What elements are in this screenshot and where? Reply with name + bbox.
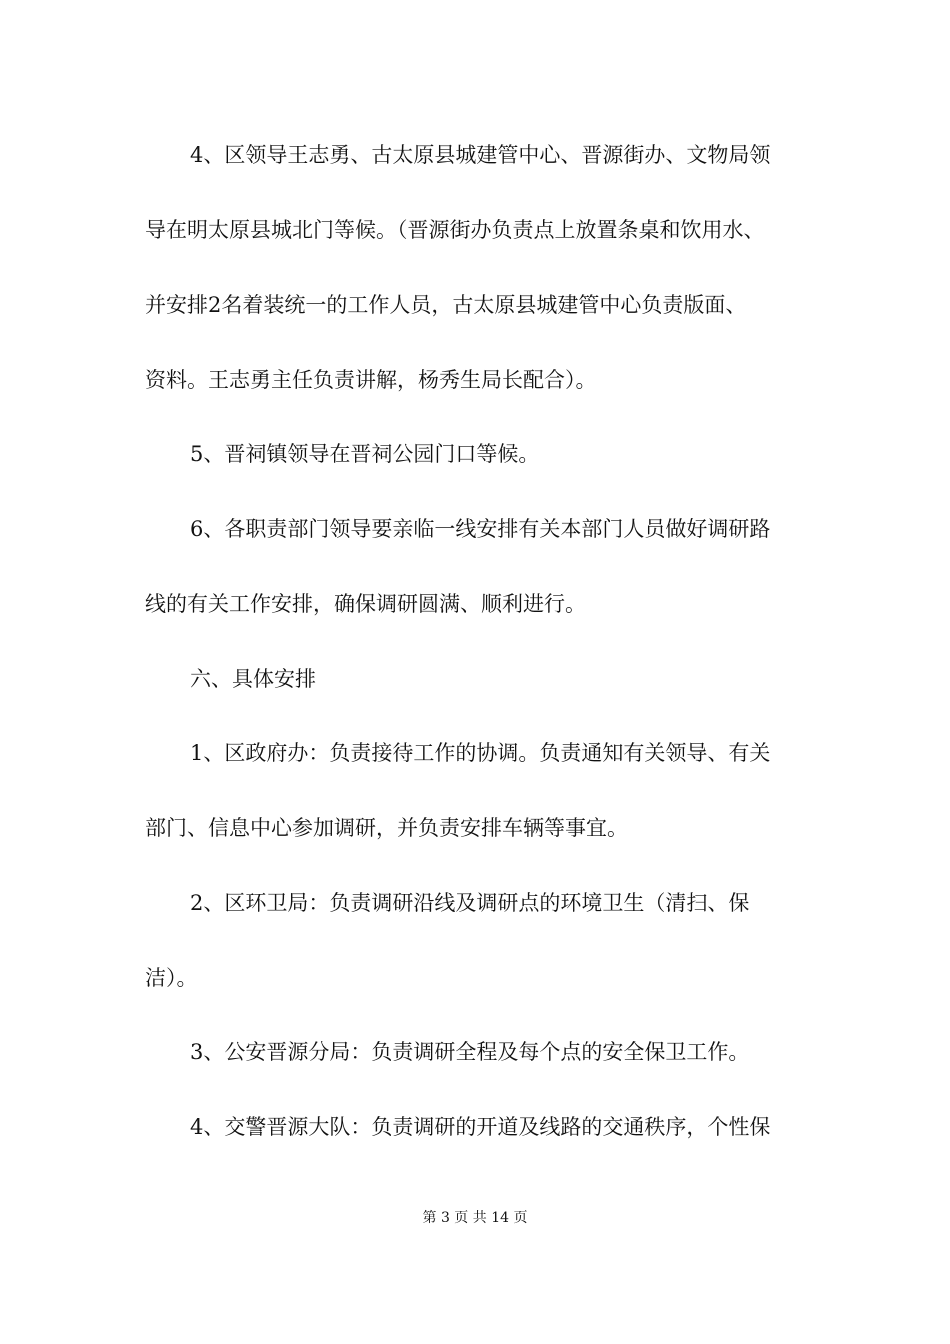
paragraph-line: 资料。王志勇主任负责讲解，杨秀生局长配合）。 [145,368,597,392]
paragraph-line: 4、交警晋源大队：负责调研的开道及线路的交通秩序，个性保 [190,1115,771,1139]
paragraph-line: 洁）。 [145,966,198,990]
page-number-footer: 第 3 页 共 14 页 [422,1210,528,1226]
paragraph-line: 导在明太原县城北门等候。（晋源街办负责点上放置条桌和饮用水、 [145,218,765,242]
paragraph-line: 线的有关工作安排，确保调研圆满、顺利进行。 [145,592,586,616]
paragraph-line: 6、各职责部门领导要亲临一线安排有关本部门人员做好调研路 [190,517,771,541]
paragraph-line: 1、区政府办：负责接待工作的协调。负责通知有关领导、有关 [190,741,771,765]
paragraph-line: 4、区领导王志勇、古太原县城建管中心、晋源街办、文物局领 [190,143,771,167]
paragraph-line: 部门、信息中心参加调研，并负责安排车辆等事宜。 [145,816,628,840]
paragraph-line: 3、公安晋源分局：负责调研全程及每个点的安全保卫工作。 [190,1040,750,1064]
section-heading: 六、具体安排 [190,667,316,691]
paragraph-line: 2、区环卫局：负责调研沿线及调研点的环境卫生（清扫、保 [190,891,750,915]
paragraph-line: 5、晋祠镇领导在晋祠公园门口等候。 [190,442,540,466]
paragraph-line: 并安排2名着装统一的工作人员，古太原县城建管中心负责版面、 [145,293,747,317]
